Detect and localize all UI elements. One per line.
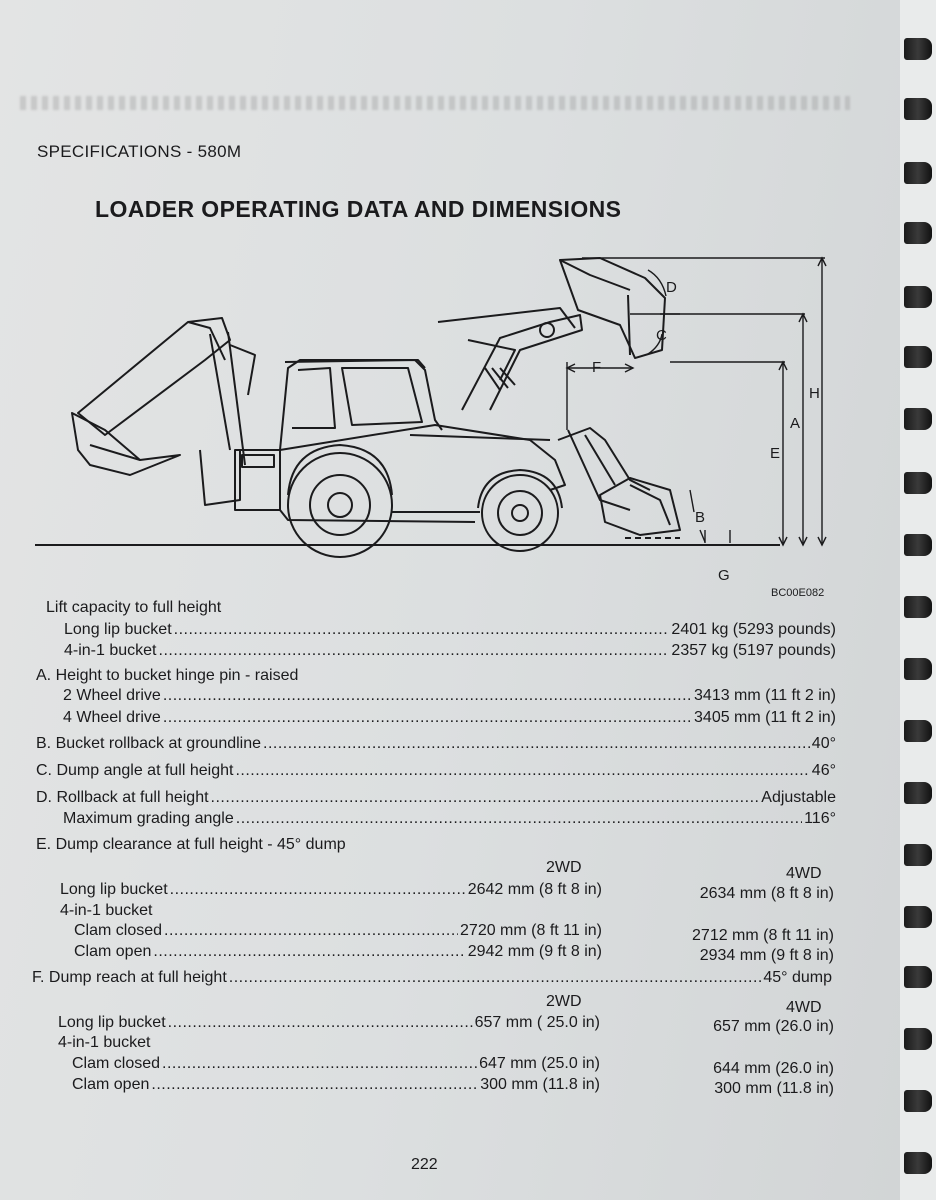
- loader-dimension-diagram: [30, 250, 850, 595]
- binding-ring: [904, 782, 932, 804]
- label-e: E: [770, 445, 781, 462]
- clearance-col-2wd: 2WD: [546, 859, 582, 876]
- dump-angle-label: C. Dump angle at full height: [36, 762, 234, 779]
- binding-ring: [904, 222, 932, 244]
- rollback-full-value: Adjustable: [761, 789, 836, 806]
- binding-ring: [904, 1090, 932, 1112]
- label-c: C: [656, 327, 667, 344]
- binding-ring: [904, 346, 932, 368]
- binding-ring: [904, 966, 932, 988]
- clearance-long-lip-row: [60, 880, 602, 900]
- height-4wd-value: 3405 mm (11 ft 2 in): [694, 709, 836, 726]
- lift-long-lip-value: 2401 kg (5293 pounds): [671, 621, 836, 638]
- binding-ring: [904, 408, 932, 430]
- label-b: B: [695, 509, 706, 526]
- reach-long-lip-4wd: 657 mm (26.0 in): [713, 1018, 834, 1035]
- lift-4in1-label: 4-in-1 bucket: [64, 642, 157, 659]
- height-4wd-label: 4 Wheel drive: [63, 709, 161, 726]
- binding-ring: [904, 658, 932, 680]
- reach-col-2wd: 2WD: [546, 993, 582, 1010]
- grading-angle-row: [63, 809, 836, 829]
- reach-clam-open-row: [72, 1075, 600, 1095]
- reach-clam-closed-4wd: 644 mm (26.0 in): [713, 1060, 834, 1077]
- height-hinge-heading: A. Height to bucket hinge pin - raised: [36, 667, 299, 684]
- dump-angle-row: [36, 761, 836, 781]
- lift-long-lip-label: Long lip bucket: [64, 621, 172, 638]
- height-4wd-row: [63, 708, 836, 728]
- dump-angle-value: 46°: [811, 762, 836, 779]
- reach-long-lip-row: [58, 1013, 600, 1033]
- reach-clam-open-label: Clam open: [72, 1076, 150, 1093]
- rollback-ground-value: 40°: [811, 735, 836, 752]
- binding-ring: [904, 1028, 932, 1050]
- binding-ring: [904, 720, 932, 742]
- binding-ring: [904, 98, 932, 120]
- binding-ring: [904, 162, 932, 184]
- lift-long-lip-row: [64, 620, 836, 640]
- lift-capacity-heading: Lift capacity to full height: [46, 599, 222, 616]
- clearance-clam-closed-2wd: 2720 mm (8 ft 11 in): [460, 922, 602, 939]
- reach-clam-open-4wd: 300 mm (11.8 in): [714, 1080, 834, 1097]
- reach-col-4wd: 4WD: [786, 999, 822, 1016]
- binding-ring: [904, 534, 932, 556]
- clearance-clam-closed-row: [74, 921, 602, 941]
- binding-ring: [904, 1152, 932, 1174]
- lift-4in1-row: [64, 641, 836, 661]
- page-title: LOADER OPERATING DATA AND DIMENSIONS: [95, 196, 622, 222]
- clearance-col-4wd: 4WD: [786, 865, 822, 882]
- clearance-clam-closed-4wd: 2712 mm (8 ft 11 in): [692, 927, 834, 944]
- rollback-ground-label: B. Bucket rollback at groundline: [36, 735, 262, 752]
- rollback-ground-row: [36, 734, 836, 754]
- rollback-full-row: [36, 788, 836, 808]
- grading-angle-label: Maximum grading angle: [63, 810, 234, 827]
- height-2wd-row: [63, 686, 836, 706]
- dump-reach-label: F. Dump reach at full height: [32, 969, 227, 986]
- label-a: A: [790, 415, 801, 432]
- dump-reach-row: [32, 968, 832, 988]
- clearance-clam-closed-label: Clam closed: [74, 922, 163, 939]
- reach-clam-open-2wd: 300 mm (11.8 in): [480, 1076, 600, 1093]
- reach-long-lip-2wd: 657 mm ( 25.0 in): [474, 1014, 600, 1031]
- rollback-full-label: D. Rollback at full height: [36, 789, 209, 806]
- page-number: 222: [411, 1156, 438, 1173]
- clearance-long-lip-4wd: 2634 mm (8 ft 8 in): [699, 885, 834, 902]
- binding-ring: [904, 906, 932, 928]
- spiral-binding: [900, 0, 936, 1200]
- clearance-clam-open-row: [74, 942, 602, 962]
- reach-clam-closed-row: [72, 1054, 600, 1074]
- clearance-clam-open-2wd: 2942 mm (9 ft 8 in): [467, 943, 602, 960]
- lift-4in1-value: 2357 kg (5197 pounds): [671, 642, 836, 659]
- height-2wd-value: 3413 mm (11 ft 2 in): [694, 687, 836, 704]
- height-2wd-label: 2 Wheel drive: [63, 687, 161, 704]
- clearance-4in1-label: 4-in-1 bucket: [60, 902, 153, 919]
- clearance-clam-open-label: Clam open: [74, 943, 152, 960]
- grading-angle-value: 116°: [804, 810, 836, 827]
- label-d: D: [666, 279, 677, 296]
- binding-ring: [904, 286, 932, 308]
- label-g: G: [718, 567, 730, 584]
- reach-clam-closed-label: Clam closed: [72, 1055, 161, 1072]
- reach-clam-closed-2wd: 647 mm (25.0 in): [479, 1055, 600, 1072]
- label-h: H: [809, 385, 820, 402]
- binding-ring: [904, 844, 932, 866]
- reach-4in1-label: 4-in-1 bucket: [58, 1034, 151, 1051]
- bleed-through-smudge: [20, 96, 850, 110]
- binding-ring: [904, 38, 932, 60]
- dump-reach-value: 45° dump: [763, 969, 832, 986]
- label-f: F: [592, 359, 602, 376]
- binding-ring: [904, 472, 932, 494]
- figure-code: BC00E082: [771, 587, 825, 599]
- clearance-clam-open-4wd: 2934 mm (9 ft 8 in): [699, 947, 834, 964]
- binding-ring: [904, 596, 932, 618]
- reach-long-lip-label: Long lip bucket: [58, 1014, 166, 1031]
- dump-clearance-heading: E. Dump clearance at full height - 45° dump: [36, 836, 346, 853]
- clearance-long-lip-label: Long lip bucket: [60, 881, 168, 898]
- clearance-long-lip-2wd: 2642 mm (8 ft 8 in): [467, 881, 602, 898]
- section-label: SPECIFICATIONS - 580M: [37, 142, 242, 161]
